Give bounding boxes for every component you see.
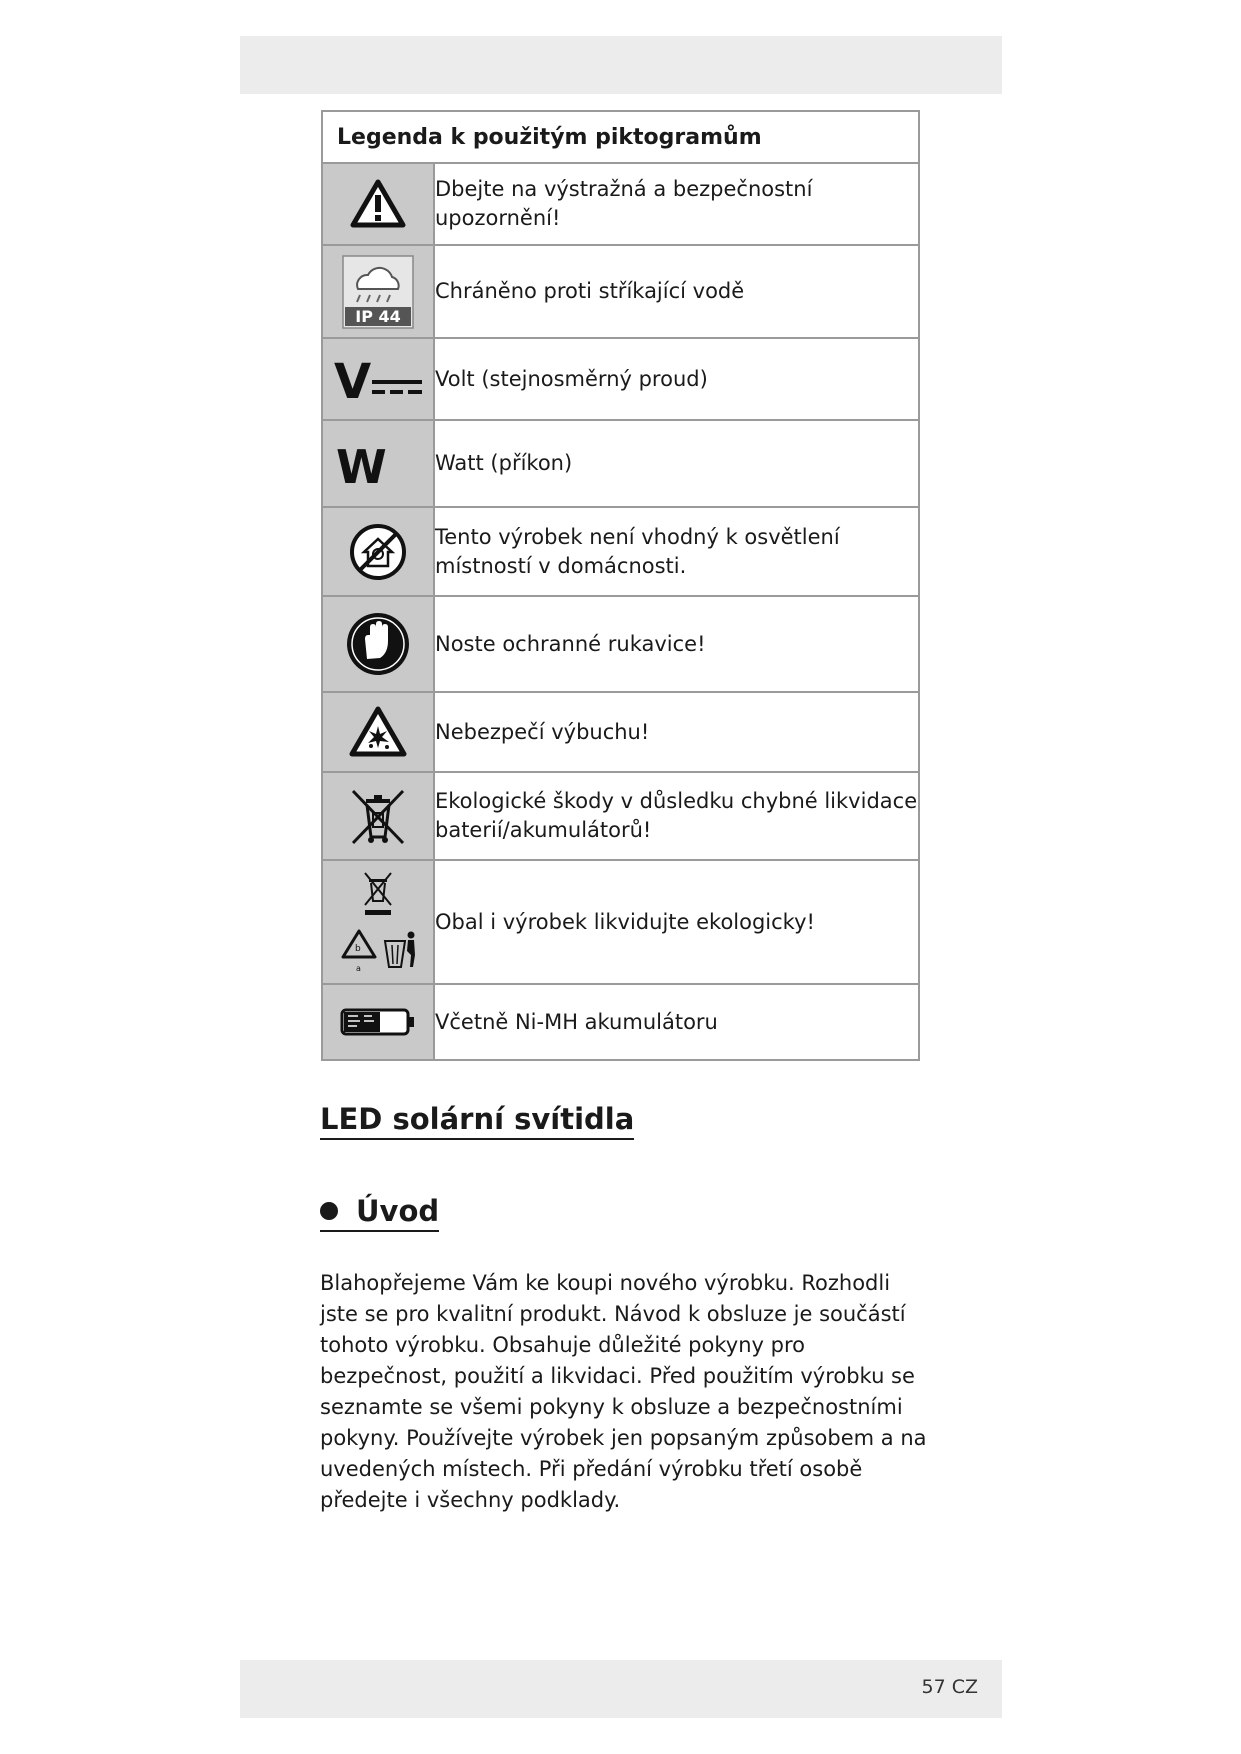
legend-text: Volt (stejnosměrný proud) bbox=[434, 338, 919, 420]
explosion-hazard-icon bbox=[322, 692, 434, 772]
crossed-bin-battery-icon bbox=[322, 772, 434, 860]
bullet-icon bbox=[320, 1202, 338, 1220]
protective-gloves-icon bbox=[322, 596, 434, 692]
legend-row bbox=[322, 420, 919, 507]
svg-text:a: a bbox=[356, 964, 361, 973]
warning-triangle-icon bbox=[322, 163, 434, 245]
legend-row bbox=[322, 163, 919, 245]
legend-row bbox=[322, 860, 919, 984]
legend-text: Obal i výrobek likvidujte ekologicky! bbox=[434, 860, 919, 984]
legend-text: Watt (příkon) bbox=[434, 420, 919, 507]
legend-text: Ekologické škody v důsledku chybné likvidace baterií/akumulátorů! bbox=[434, 772, 919, 860]
page-number: 57 CZ bbox=[921, 1676, 978, 1698]
legend-row bbox=[322, 772, 919, 860]
volt-dc-icon bbox=[322, 338, 434, 420]
legend-row bbox=[322, 338, 919, 420]
header-band bbox=[240, 36, 1002, 94]
watt-icon bbox=[322, 420, 434, 507]
ip44-label: IP 44 bbox=[355, 306, 401, 326]
legend-row bbox=[322, 507, 919, 596]
recycling-disposal-icon bbox=[322, 860, 434, 984]
legend-row bbox=[322, 596, 919, 692]
legend-text: Chráněno proti stříkající vodě bbox=[434, 245, 919, 338]
svg-text:b: b bbox=[355, 944, 361, 954]
legend-row bbox=[322, 245, 919, 338]
intro-heading-label: Úvod bbox=[356, 1194, 440, 1228]
legend-text: Nebezpečí výbuchu! bbox=[434, 692, 919, 772]
legend-text: Včetně Ni-MH akumulátoru bbox=[434, 984, 919, 1060]
legend-text: Tento výrobek není vhodný k osvětlení místností v domácnosti. bbox=[434, 507, 919, 596]
volt-symbol: V bbox=[334, 354, 372, 404]
section-title: LED solární svítidla bbox=[320, 1102, 634, 1140]
legend-row bbox=[322, 692, 919, 772]
battery-nimh-icon bbox=[322, 984, 434, 1060]
pictogram-legend-table bbox=[321, 110, 920, 1061]
legend-text: Noste ochranné rukavice! bbox=[434, 596, 919, 692]
legend-heading: Legenda k použitým piktogramům bbox=[322, 111, 919, 163]
legend-text: Dbejte na výstražná a bezpečnostní upozornění! bbox=[434, 163, 919, 245]
footer-band bbox=[240, 1660, 1002, 1718]
watt-symbol: W bbox=[336, 439, 387, 489]
intro-paragraph: Blahopřejeme Vám ke koupi nového výrobku. Rozhodli jste se pro kvalitní produkt. Návod k obsluze je součástí tohoto výrobku. Obsahuje důležité pokyny pro bezpečnost, použití a likvidaci. Před použitím výrobku se seznamte se všemi pokyny k obsluze a bezpečnostními pokyny. Používejte výrobek jen popsaným způsobem a na uvedených místech. Při předání výrobku třetí osobě předejte i všechny podklady. bbox=[320, 1271, 927, 1512]
legend-header-row bbox=[322, 111, 919, 163]
legend-row bbox=[322, 984, 919, 1060]
ip44-splash-water-icon bbox=[322, 245, 434, 338]
intro-heading bbox=[320, 1194, 439, 1232]
no-household-lighting-icon bbox=[322, 507, 434, 596]
